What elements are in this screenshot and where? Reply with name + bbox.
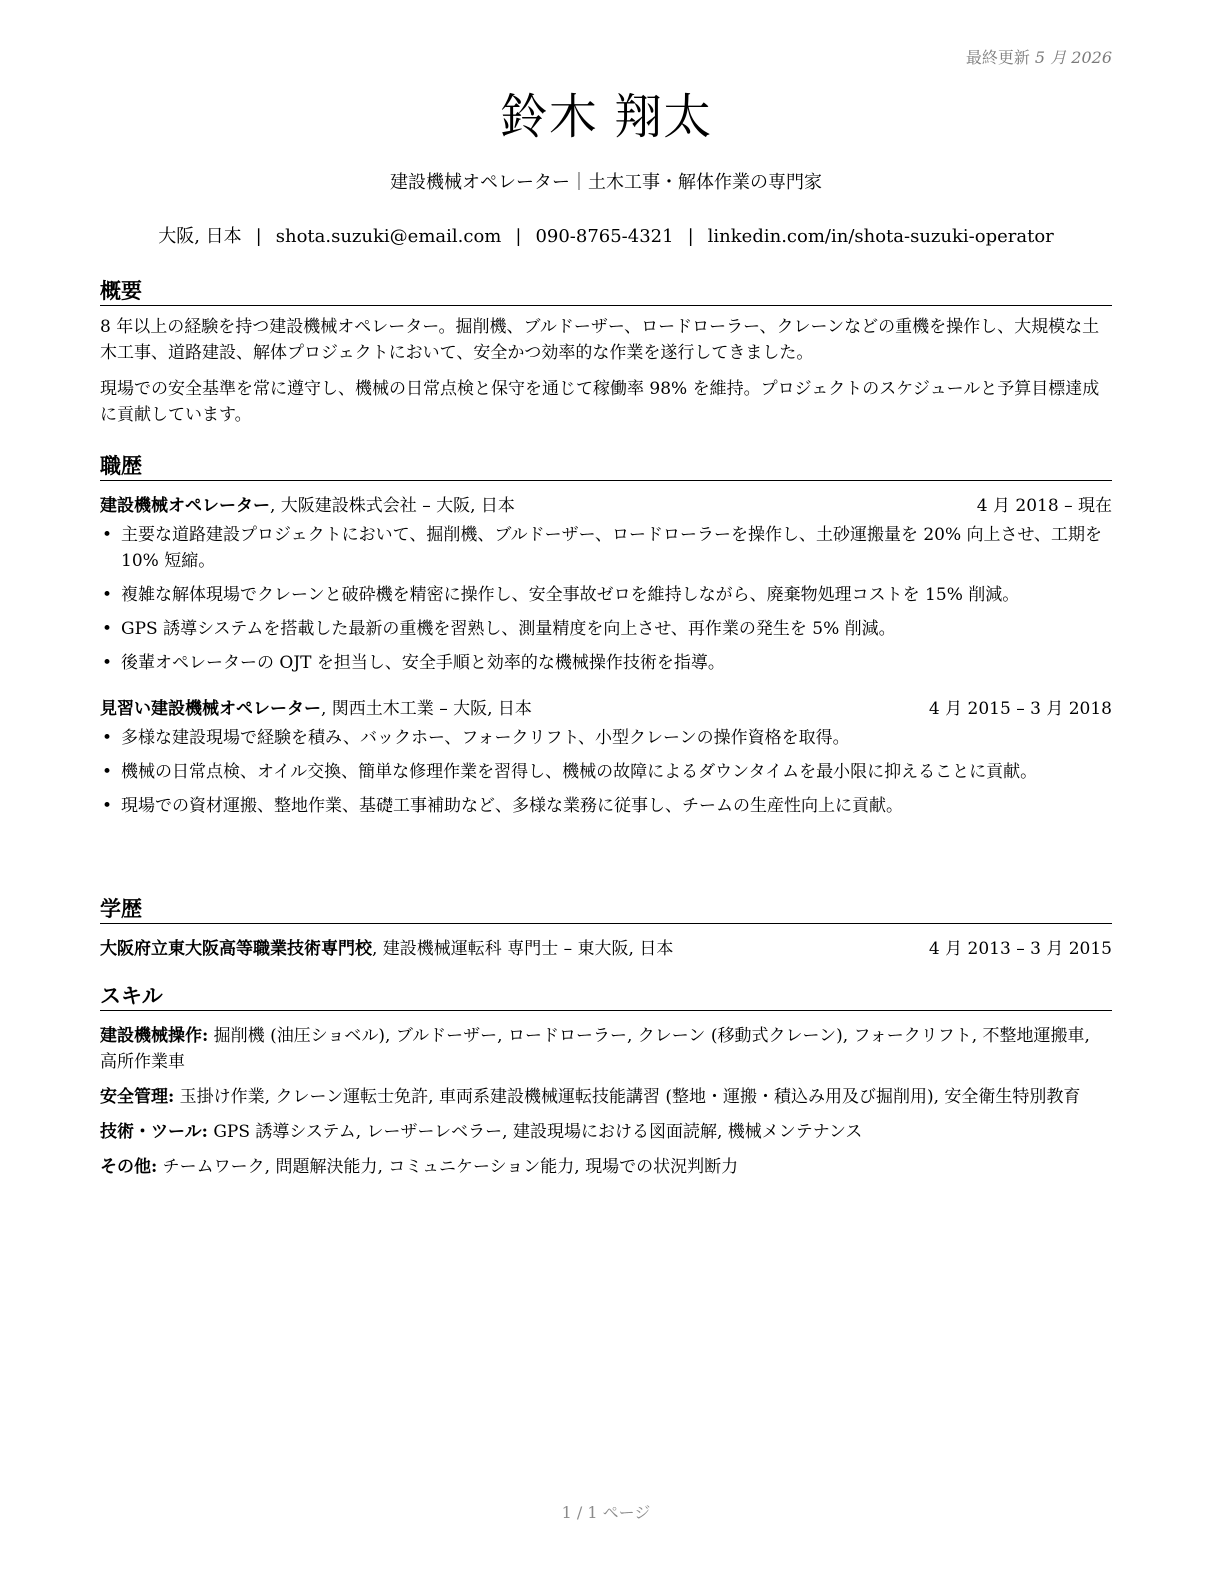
contact-separator: | — [687, 226, 694, 247]
page-number: 1 / 1 ページ — [561, 1503, 651, 1522]
job-bullets — [100, 522, 1112, 676]
education-dates: 4 月 2013 – 3 月 2015 — [928, 939, 1112, 959]
list-item: • 後輩オペレーターの OJT を担当し、安全手順と効率的な機械操作技術を指導。 — [100, 650, 1112, 676]
education-section — [100, 895, 1112, 962]
section-title-education: 学歴 — [100, 895, 1112, 924]
contact-email[interactable]: shota.suzuki@email.com — [275, 226, 502, 247]
job-header — [100, 696, 1112, 722]
job-dates: 4 月 2015 – 3 月 2018 — [928, 699, 1112, 719]
job-header — [100, 493, 1112, 519]
list-item: • 現場での資材運搬、整地作業、基礎工事補助など、多様な業務に従事し、チームの生産性向上に貢献。 — [100, 793, 1112, 819]
list-item: • 機械の日常点検、オイル交換、簡単な修理作業を習得し、機械の故障によるダウンタイムを最小限に抑えることに貢献。 — [100, 759, 1112, 785]
summary-section — [100, 277, 1112, 428]
job-entry — [100, 493, 1112, 676]
resume-page — [100, 0, 1112, 1584]
list-item: • 複雑な解体現場でクレーンと破砕機を精密に操作し、安全事故ゼロを維持しながら、廃棄物処理コストを 15% 削減。 — [100, 582, 1112, 608]
list-item: • 主要な道路建設プロジェクトにおいて、掘削機、ブルドーザー、ロードローラーを操作し、土砂運搬量を 20% 向上させ、工期を 10% 短縮。 — [100, 522, 1112, 574]
list-item: • 多様な建設現場で経験を積み、バックホー、フォークリフト、小型クレーンの操作資格を取得。 — [100, 725, 1112, 751]
job-title: 見習い建設機械オペレーター — [100, 699, 321, 719]
skill-key: 建設機械操作: — [100, 1026, 209, 1046]
summary-paragraph: 8 年以上の経験を持つ建設機械オペレーター。掘削機、ブルドーザー、ロードローラー、クレーンなどの重機を操作し、大規模な土木工事、道路建設、解体プロジェクトにおいて、安全かつ効率的な作業を遂行してきました。 — [100, 317, 1100, 363]
skill-value: チームワーク, 問題解決能力, コミュニケーション能力, 現場での状況判断力 — [157, 1157, 739, 1177]
last-updated-date: 5 月 2026 — [1034, 48, 1112, 67]
summary-paragraph: 現場での安全基準を常に遵守し、機械の日常点検と保守を通じて稼働率 98% を維持。プロジェクトのスケジュールと予算目標達成に貢献しています。 — [100, 379, 1100, 425]
education-school: 大阪府立東大阪高等職業技術専門校 — [100, 939, 372, 959]
education-detail: , 建設機械運転科 専門士 – 東大阪, 日本 — [372, 939, 674, 959]
last-updated — [966, 45, 1112, 68]
contact-separator: | — [255, 226, 262, 247]
education-school-line — [100, 936, 673, 962]
experience-section — [100, 452, 1112, 827]
job-bullets — [100, 725, 1112, 819]
list-item: • GPS 誘導システムを搭載した最新の重機を習熟し、測量精度を向上させ、再作業の発生を 5% 削減。 — [100, 616, 1112, 642]
contact-linkedin[interactable]: linkedin.com/in/shota-suzuki-operator — [707, 226, 1054, 247]
section-title-experience: 職歴 — [100, 452, 1112, 481]
job-org: , 関西土木工業 – 大阪, 日本 — [321, 699, 532, 719]
skill-value: 掘削機 (油圧ショベル), ブルドーザー, ロードローラー, クレーン (移動式クレーン), フォークリフト, 不整地運搬車, 高所作業車 — [100, 1026, 1090, 1072]
job-role — [100, 696, 532, 722]
skill-key: 安全管理: — [100, 1087, 175, 1107]
headline: 建設機械オペレーター｜土木工事・解体作業の専門家 — [390, 172, 822, 193]
skills-section — [100, 982, 1112, 1189]
contact-line — [100, 224, 1112, 250]
candidate-name: 鈴木 翔太 — [499, 89, 713, 145]
skill-line — [100, 1023, 1112, 1075]
section-title-skills: スキル — [100, 982, 1112, 1011]
skills-list — [100, 1023, 1112, 1180]
last-updated-label: 最終更新 — [965, 48, 1030, 67]
contact-phone[interactable]: 090-8765-4321 — [535, 226, 674, 247]
skill-key: 技術・ツール: — [100, 1122, 208, 1142]
skill-value: GPS 誘導システム, レーザーレベラー, 建設現場における図面読解, 機械メンテナンス — [207, 1122, 863, 1142]
skill-line — [100, 1154, 1112, 1180]
section-title-summary: 概要 — [100, 277, 1112, 306]
contact-separator: | — [515, 226, 522, 247]
job-role — [100, 493, 515, 519]
job-title: 建設機械オペレーター — [100, 496, 270, 516]
skill-value: 玉掛け作業, クレーン運転士免許, 車両系建設機械運転技能講習 (整地・運搬・積込み用及び掘削用), 安全衛生特別教育 — [174, 1087, 1081, 1107]
education-entry — [100, 936, 1112, 962]
job-entry — [100, 696, 1112, 819]
skill-key: その他: — [100, 1157, 158, 1177]
job-dates: 4 月 2018 – 現在 — [976, 496, 1112, 516]
skill-line — [100, 1119, 1112, 1145]
skill-line — [100, 1084, 1112, 1110]
contact-location: 大阪, 日本 — [158, 226, 242, 247]
job-org: , 大阪建設株式会社 – 大阪, 日本 — [270, 496, 515, 516]
